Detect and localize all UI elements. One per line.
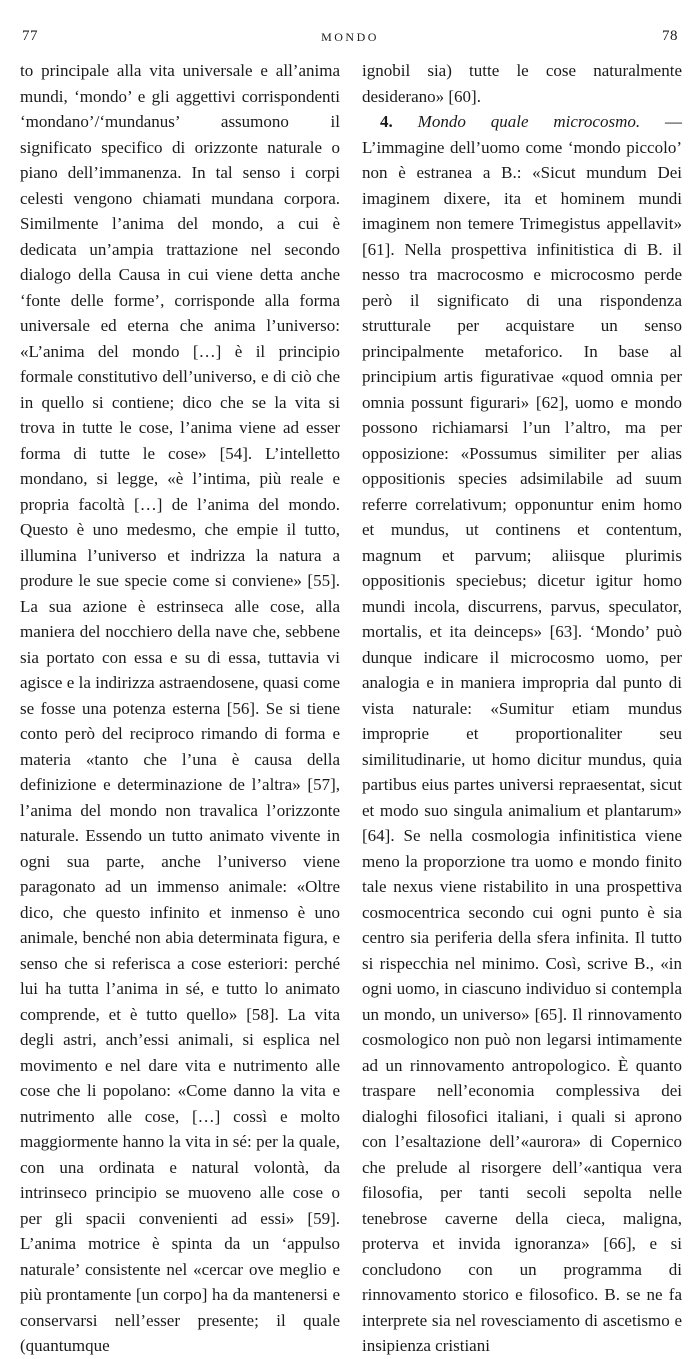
section-number: 4. bbox=[380, 112, 393, 131]
left-column bbox=[20, 58, 340, 1359]
section-title: Mondo quale microcosmo. bbox=[417, 112, 641, 131]
page-number-left: 77 bbox=[22, 28, 38, 44]
left-column-text: to principale alla vita universale e all’anima mundi, ‘mondo’ e gli aggettivi corrispondenti ‘mondano’/‘mundanus’ assumono il significato specifico di orizzonte naturale o piano dell’immanenza. In tal senso i corpi celesti vengono chiamati mundana corpora. Similmente l’anima del mondo, a cui è dedicata un’ampia trattazione nel secondo dialogo della Causa in cui viene detta anche ‘fonte delle forme’, corrisponde alla forma universale ed eterna che anima l’universo: «L’anima del mondo […] è il principio formale constitutivo dell’universo, e di ciò che in quello si contiene; dico che se la vita si trova in tutte le cose, l’anima viene ad esser forma di tutte le cose» [54]. L’intelletto mondano, si legge, «è l’intima, più reale e propria facoltà […] de l’anima del mondo. Questo è uno medesmo, che empie il tutto, illumina l’universo et indrizza la natura a produre le sue specie come si conviene» [55]. La sua azione è estrinseca alle cose, alla maniera del nocchiero della nave che, sebbene sia portato con essa e su di essa, tuttavia vi agisce e la indirizza astraendosene, quasi come se fosse una potenza esterna [56]. Se si tiene conto però del reciproco rimando di forma e materia «tanto che l’una è causa della definizione e determinazione de l’altra» [57], l’anima del mondo non travalica l’orizzonte naturale. Essendo un tutto animato vivente in ogni sua parte, anche l’universo viene paragonato ad un immenso animale: «Oltre dico, che questo infinito et inmenso è uno animale, benché non abia determinata figura, e senso che si referisca a cose esteriori: perché lui ha tutta l’anima in sé, e tutto lo animato comprende, et è tutto quello» [58]. La vita degli astri, anch’essi animali, si esplica nel movimento e nel dare vita e nutrimento alle cose che li popolano: «Come danno la vita e nutrimento alle cose, […] cossì e molto maggiormente hanno la vita in sé: per la quale, con una ordinata e natural volontà, da intrinseco principio se muoveno alle cose o per gli spacii convenienti ad essi» [59]. L’anima motrice è spinta da un ‘appulso naturale’ consistente nel «cercar ove meglio e più prontamente [un corpo] ha da mantenersi e conservarsi nell’esser presente; il quale (quantumque bbox=[20, 61, 340, 1355]
page-number-right: 78 bbox=[662, 28, 678, 44]
right-column-continuation: ignobil sia) tutte le cose naturalmente desiderano» [60]. bbox=[362, 61, 682, 106]
section-4-paragraph bbox=[362, 109, 682, 1359]
running-title: MONDO bbox=[321, 30, 379, 44]
page-header bbox=[22, 28, 678, 50]
right-column bbox=[362, 58, 682, 1359]
section-text: — L’immagine dell’uomo come ‘mondo piccolo’ non è estranea a B.: «Sicut mundum Dei imaginem dixere, ita et hominem mundi imaginem non temere Trimegistus appellavit» [61]. Nella prospettiva infinitistica di B. il nesso tra macrocosmo e microcosmo perde però il significato di una rispondenza strutturale per acquistare un senso principalmente metaforico. In base al principium artis figurativae «quod omnia per omnia possunt figurari» [62], uomo e mondo possono richiamarsi l’un l’altro, ma per opposizione: «Possumus similiter per alias oppositionis species adsimilabile ad suum referre correlativum; opponuntur enim homo et mundus, ut continens et contentum, magnum et parvum; aliisque plurimis oppositionis speciebus; dicetur igitur homo mundi incola, discurrens, parvus, speculator, mortalis, et ita deinceps» [63]. ‘Mondo’ può dunque indicare il microcosmo uomo, per analogia e in maniera impropria dal punto di vista naturale: «Sumitur etiam mundus improprie et proportionaliter seu similitudinarie, ut homo dicitur mundus, quia partibus eius partes universi repraesentat, sicut et modo suo singula animalium et plantarum» [64]. Se nella cosmologia infinitistica viene meno la proporzione tra uomo e mondo finito tale nexus viene ristabilito in una prospettiva cosmocentrica secondo cui ogni punto è sia centro sia periferia della sfera infinita. Il tutto si rispecchia nel minimo. Così, scrive B., «in ogni uomo, in ciascuno individuo si contempla un mondo, un universo» [65]. Il rinnovamento cosmologico non può non legarsi intimamente ad un rinnovamento antropologico. È quanto traspare nell’economia complessiva dei dialoghi filosofici italiani, i quali si aprono con l’esaltazione dell’«aurora» di Copernico che prelude al risorgere dell’«antiqua vera filosofia, per tanti secoli sepolta nelle tenebrose caverne della cieca, maligna, proterva et invida ignoranza» [66], e si concludono con un programma di rinnovamento storico e filosofico. B. se ne fa interprete sia nel rovesciamento di ascetismo e insipienza cristiani bbox=[362, 112, 683, 1355]
